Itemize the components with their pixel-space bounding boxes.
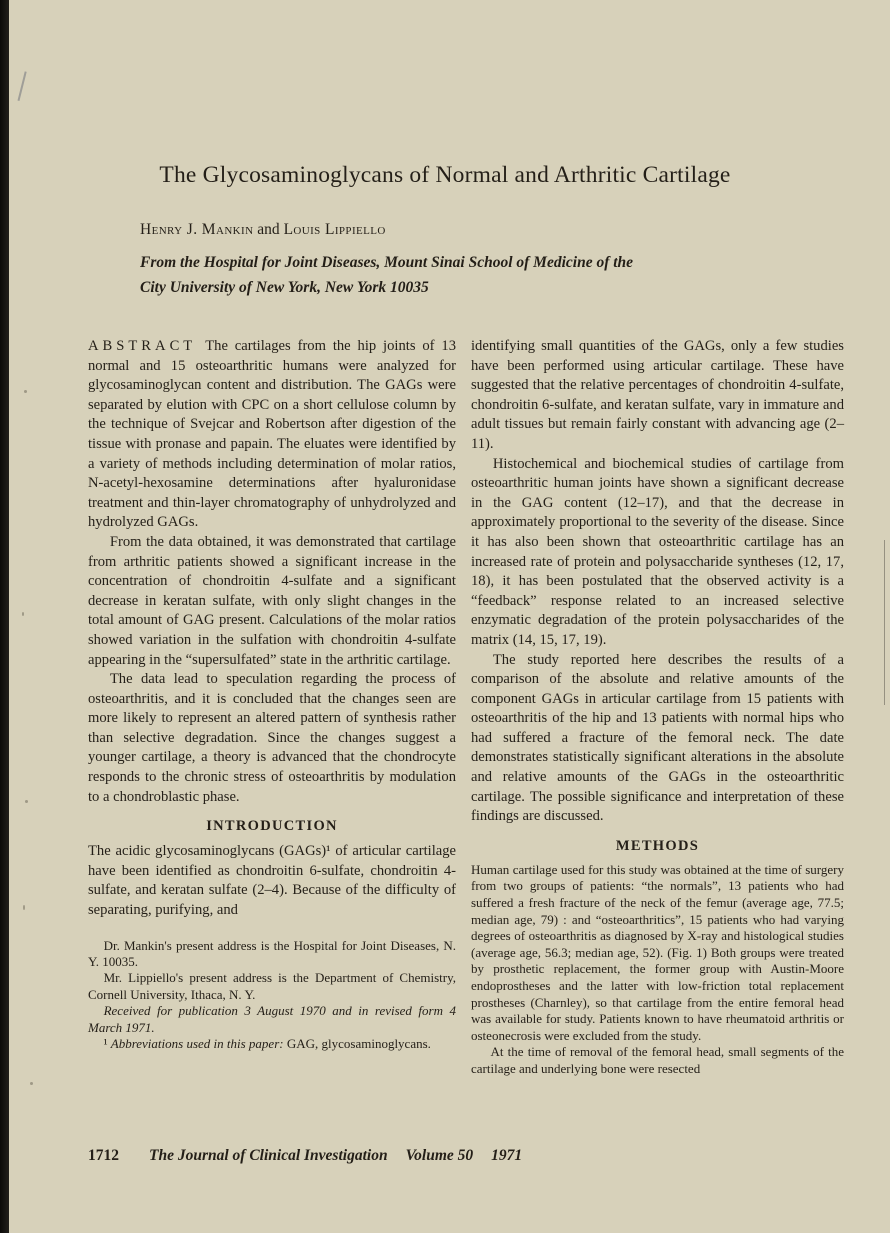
scan-noise <box>23 905 25 910</box>
introduction-paragraph: The acidic glycosaminoglycans (GAGs)¹ of articular cartilage have been identified as chondroitin 6-sulfate, chondroitin 4-sulfate, and keratan sulfate (2–4). Because of the difficulty of separating, purifying, and <box>88 843 456 919</box>
abstract-paragraph-2: From the data obtained, it was demonstrated that cartilage from arthritic patients showed a significant increase in the concentration of chondroitin 4-sulfate and a significant decrease in keratan sulfate, with only slight changes in the total amount of GAG present. Calculations of the molar ratios showed variation in the sulfation with chondroitin 4-sulfate appearing in the “supersulfated” state in the arthritic cartilage. <box>88 533 456 668</box>
authors-line <box>140 221 386 239</box>
affiliation-line-1: From the Hospital for Joint Diseases, Mount Sinai School of Medicine of the <box>140 254 634 271</box>
scan-noise <box>30 1082 33 1085</box>
two-column-body <box>88 337 844 1078</box>
footnote-address-lippiello: Mr. Lippiello's present address is the Department of Chemistry, Cornell University, Ithaca, N. Y. <box>88 970 456 1002</box>
methods-paragraph-1: Human cartilage used for this study was obtained at the time of surgery from two groups of patients: “the normals”, 13 patients who had suffered a fresh fracture of the neck of the femur (average age, 77.5; median age, 79) : and “osteoarthritics”, 15 patients who had varying degrees of osteoarthritis as diagnosed by X-ray and histological studies (average age, 56.3; median age, 52). (Fig. 1) Both groups were treated by prosthetic replacement, the former group with Austin-Moore endoprostheses and the latter with low-friction total replacement prostheses (Charnley), so that cartilage from the entire femoral head was available for study. Patients known to have rheumatoid arthritis or osteonecrosis were excluded from the study. <box>471 861 844 1043</box>
scan-noise <box>25 800 28 803</box>
author-name-1: Henry J. Mankin <box>140 221 254 238</box>
page-number: 1712 <box>88 1147 119 1164</box>
page-footer <box>88 1147 522 1165</box>
left-column <box>88 337 456 1078</box>
methods-paragraph-2: At the time of removal of the femoral head, small segments of the cartilage and underlying bone were resected <box>471 1044 844 1076</box>
scan-noise <box>22 612 24 616</box>
intro-continuation-paragraph: identifying small quantities of the GAGs, only a few studies have been performed using articular cartilage. These have suggested that the relative percentages of chondroitin 4-sulfate, chondroitin 6-sulfate, and keratan sulfate, vary in immature and adult tissues but remain fairly constant with advancing age (2–11). <box>471 338 844 452</box>
footnote-abbrev-text: GAG, glycosaminoglycans. <box>286 1036 431 1052</box>
abstract-paragraph-1 <box>88 337 456 533</box>
affiliation <box>140 250 633 300</box>
abstract-label: ABSTRACT <box>88 338 197 354</box>
volume-label: Volume 50 <box>405 1147 474 1164</box>
background-paragraph: Histochemical and biochemical studies of cartilage from osteoarthritic human joints have shown a significant decrease in the GAG content (12–17), and that the decrease in approximately proportional to the severity of the disease. Since it has also been shown that osteoarthritic cartilage has an increased rate of protein and polysaccharide syntheses (12, 17, 18), it has been postulated that the observed activity is a “feedback” response related to an increased selective enzymatic degradation of the protein polysaccharides of the matrix (14, 15, 17, 19). <box>471 455 844 648</box>
abstract-paragraph-3: The data lead to speculation regarding the process of osteoarthritis, and it is concluded that the changes seen are more likely to represent an altered pattern of synthesis rather than selective degradation. Since the changes suggest a younger cartilage, a theory is advanced that the chondrocyte responds to the chronic stress of osteoarthritis by modulation to a chondroblastic phase. <box>88 671 456 805</box>
footnote-marker: ¹ <box>103 1036 108 1052</box>
footnote-abbreviations <box>88 1036 456 1052</box>
affiliation-line-2: City University of New York, New York 10035 <box>140 279 429 296</box>
footnote-address-mankin: Dr. Mankin's present address is the Hospital for Joint Diseases, N. Y. 10035. <box>88 937 456 970</box>
author-name-2: Louis Lippiello <box>283 221 386 238</box>
footnotes-block <box>88 938 456 1053</box>
journal-title: The Journal of Clinical Investigation <box>149 1147 388 1164</box>
introduction-heading: INTRODUCTION <box>206 818 338 835</box>
methods-heading: METHODS <box>615 837 700 854</box>
study-summary-paragraph: The study reported here describes the results of a comparison of the absolute and relative amounts of the component GAGs in articular cartilage from 15 patients with osteoarthritis of the hip and 13 patients with normal hips who had suffered a fracture of the femoral neck. The date demonstrates statistically significant alterations in the absolute and relative amounts of the GAGs in the osteoarthritic cartilage. The possible significance and interpretation of these findings are discussed. <box>471 651 844 825</box>
footnote-received: Received for publication 3 August 1970 and in revised form 4 March 1971. <box>88 1003 456 1035</box>
article-title: The Glycosaminoglycans of Normal and Arthritic Cartilage <box>159 162 731 188</box>
scan-noise <box>24 390 27 393</box>
abstract-text: The cartilages from the hip joints of 13 normal and 15 osteoarthritic humans were analyzed for glycosaminoglycan content and distribution. The GAGs were separated by elution with CPC on a short cellulose column by the technique of Svejcar and Robertson after digestion of the tissue with pronase and papain. The eluates were identified by a variety of methods including determination of molar ratios, N-acetyl-hexosamine determinations after hyaluronidase treatment and thin-layer chromatography of unhydrolyzed and hydrolyzed GAGs. <box>88 338 456 531</box>
scan-noise <box>18 71 34 102</box>
author-connector: and <box>257 221 280 238</box>
year-label: 1971 <box>491 1147 523 1164</box>
footnote-abbrev-label: Abbreviations used in this paper: <box>110 1036 284 1052</box>
scan-crease-artifact <box>884 540 885 705</box>
right-column <box>471 337 844 1078</box>
